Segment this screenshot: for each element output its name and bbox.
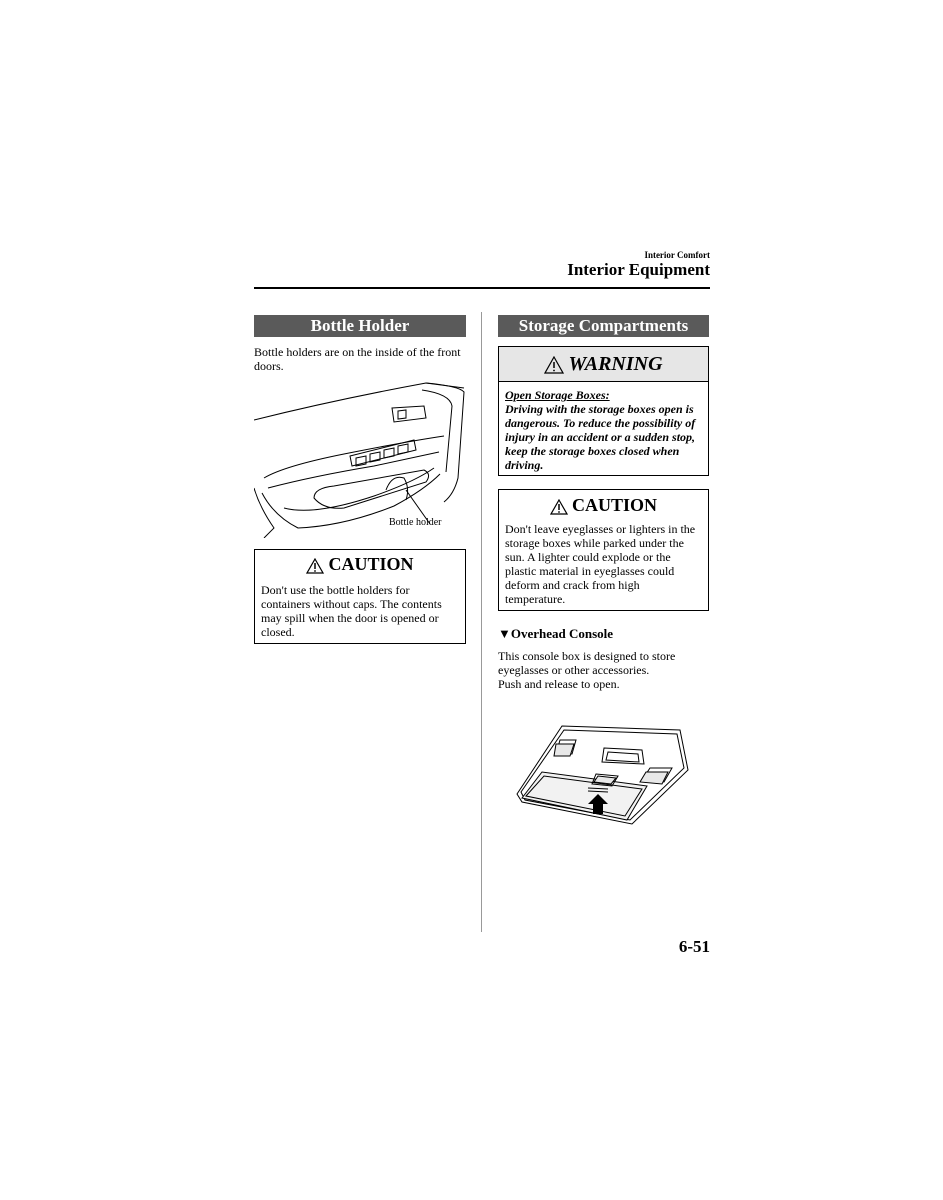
warning-heading [499, 347, 708, 382]
warning-title: WARNING [568, 353, 663, 375]
warning-subtitle: Open Storage Boxes: [505, 388, 610, 402]
bottle-holder-callout: Bottle holder [389, 517, 442, 528]
section-label: Interior Comfort [644, 250, 710, 260]
warning-triangle-icon [306, 558, 324, 574]
caution-text: Don't use the bottle holders for containers without caps. The contents may spill when the door is opened or closed. [261, 583, 442, 639]
caution-heading [255, 550, 465, 578]
overhead-console-illustration [512, 722, 692, 827]
console-description: This console box is designed to store eyeglasses or other accessories. [498, 649, 676, 677]
warning-triangle-icon [550, 499, 568, 515]
console-instruction: Push and release to open. [498, 677, 620, 691]
header-rule [254, 287, 710, 289]
page-number: 6-51 [678, 937, 710, 956]
overhead-console-subheading [498, 626, 709, 642]
caution-title: CAUTION [571, 495, 657, 515]
column-divider [481, 312, 482, 932]
storage-compartments-heading: Storage Compartments [498, 315, 709, 337]
warning-triangle-icon [544, 356, 564, 374]
caution-title: CAUTION [328, 554, 414, 574]
triangle-down-icon: ▼ [498, 626, 511, 641]
caution-heading [499, 490, 708, 520]
bottle-holder-intro: Bottle holders are on the inside of the front doors. [254, 345, 461, 373]
page-section-title: Interior Equipment [567, 260, 710, 279]
bottle-holder-caution-box [254, 549, 466, 644]
storage-warning-box [498, 346, 709, 476]
caution-text: Don't leave eyeglasses or lighters in the storage boxes while parked under the sun. A lighter could explode or the plastic material in eyeglasses could deform and crack from high temperature. [505, 522, 696, 606]
door-illustration [254, 378, 466, 538]
warning-body [499, 382, 708, 478]
warning-text: Driving with the storage boxes open is dangerous. To reduce the possibility of injury in an accident or a sudden stop, keep the storage boxes closed when driving. [505, 402, 696, 472]
subhead-text: Overhead Console [510, 626, 614, 641]
overhead-console-text [498, 649, 709, 691]
bottle-holder-heading: Bottle Holder [254, 315, 466, 337]
storage-caution-box [498, 489, 709, 611]
